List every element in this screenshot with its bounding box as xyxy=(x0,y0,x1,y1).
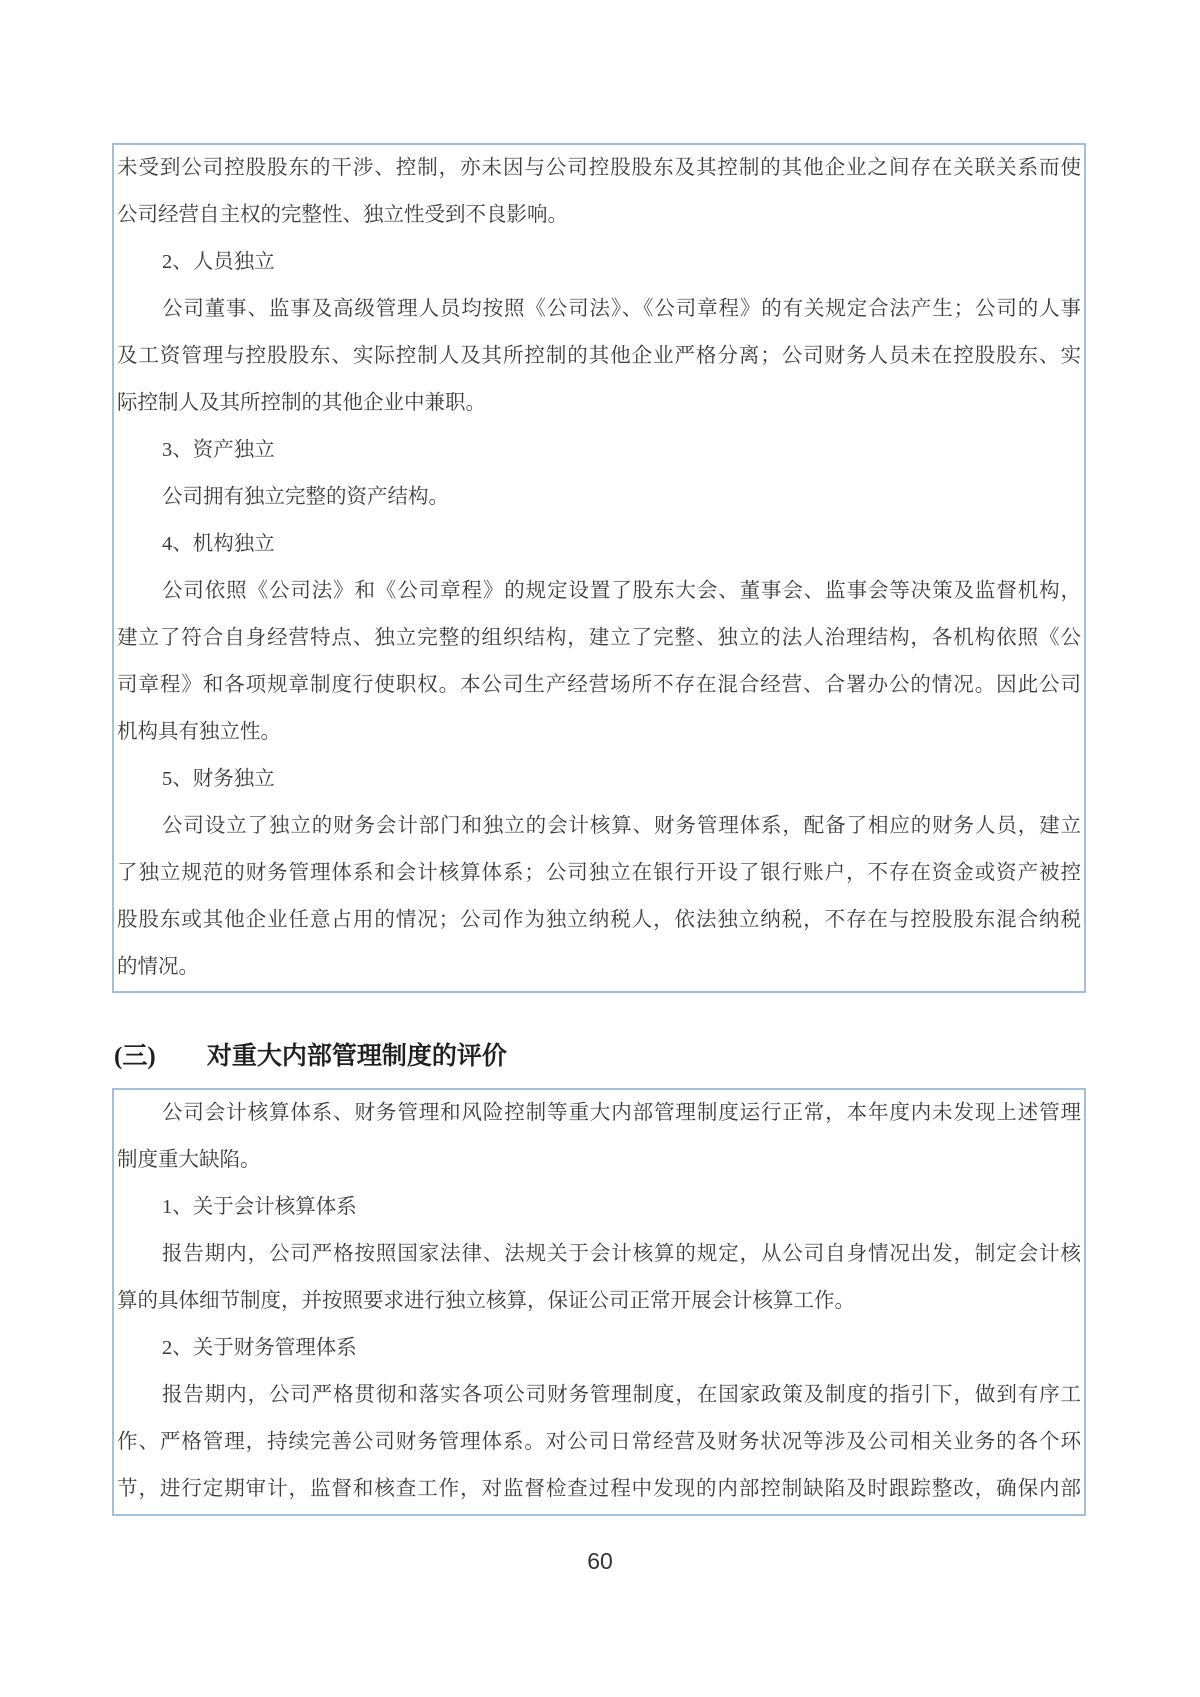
text-line: 作、严格管理，持续完善公司财务管理体系。对公司日常经营及财务状况等涉及公司相关业务的各个环 xyxy=(117,1431,1081,1453)
text-line: 报告期内，公司严格按照国家法律、法规关于会计核算的规定，从公司自身情况出发，制定会计核 xyxy=(162,1243,1081,1265)
text-line: 股股东或其他企业任意占用的情况；公司作为独立纳税人，依法独立纳税，不存在与控股股东混合纳税 xyxy=(117,909,1081,931)
text-line: 算的具体细节制度，并按照要求进行独立核算，保证公司正常开展会计核算工作。 xyxy=(117,1290,855,1312)
text-line: 制度重大缺陷。 xyxy=(117,1149,261,1171)
independence-statement-box xyxy=(112,143,1086,993)
text-line: 3、资产独立 xyxy=(162,439,275,461)
text-line: 建立了符合自身经营特点、独立完整的组织结构，建立了完整、独立的法人治理结构，各机构依照《公 xyxy=(117,627,1081,649)
text-line: 未受到公司控股股东的干涉、控制，亦未因与公司控股股东及其控制的其他企业之间存在关联关系而使 xyxy=(117,157,1081,179)
text-line: 公司会计核算体系、财务管理和风险控制等重大内部管理制度运行正常，本年度内未发现上述管理 xyxy=(162,1102,1081,1124)
text-line: 公司依照《公司法》和《公司章程》的规定设置了股东大会、董事会、监事会等决策及监督机构， xyxy=(162,580,1081,602)
text-line: 节，进行定期审计，监督和核查工作，对监督检查过程中发现的内部控制缺陷及时跟踪整改，确保内部 xyxy=(117,1478,1081,1500)
text-line: 机构具有独立性。 xyxy=(117,721,281,743)
text-line: 公司设立了独立的财务会计部门和独立的会计核算、财务管理体系，配备了相应的财务人员，建立 xyxy=(162,815,1081,837)
text-line: 5、财务独立 xyxy=(162,768,275,790)
page-number: 60 xyxy=(587,1548,613,1574)
text-line: 了独立规范的财务管理体系和会计核算体系；公司独立在银行开设了银行账户，不存在资金或资产被控 xyxy=(117,862,1081,884)
text-line: 公司经营自主权的完整性、独立性受到不良影响。 xyxy=(117,204,568,226)
text-line: 公司拥有独立完整的资产结构。 xyxy=(162,486,449,508)
text-line: 司章程》和各项规章制度行使职权。本公司生产经营场所不存在混合经营、合署办公的情况。因此公司 xyxy=(117,674,1081,696)
text-line: 报告期内，公司严格贯彻和落实各项公司财务管理制度，在国家政策及制度的指引下，做到有序工 xyxy=(162,1384,1081,1406)
section-number: (三) xyxy=(114,1043,156,1070)
text-line: 的情况。 xyxy=(117,956,199,978)
text-line: 1、关于会计核算体系 xyxy=(162,1196,357,1218)
text-line: 2、关于财务管理体系 xyxy=(162,1337,357,1359)
text-line: 公司董事、监事及高级管理人员均按照《公司法》、《公司章程》的有关规定合法产生；公司的人事 xyxy=(162,298,1081,320)
text-line: 4、机构独立 xyxy=(162,533,275,555)
text-line: 2、人员独立 xyxy=(162,251,275,273)
text-line: 及工资管理与控股股东、实际控制人及其所控制的其他企业严格分离；公司财务人员未在控股股东、实 xyxy=(117,345,1081,367)
internal-control-evaluation-box xyxy=(112,1088,1086,1516)
text-line: 际控制人及其所控制的其他企业中兼职。 xyxy=(117,392,486,414)
section-heading xyxy=(114,1040,507,1074)
section-title: 对重大内部管理制度的评价 xyxy=(206,1043,507,1070)
